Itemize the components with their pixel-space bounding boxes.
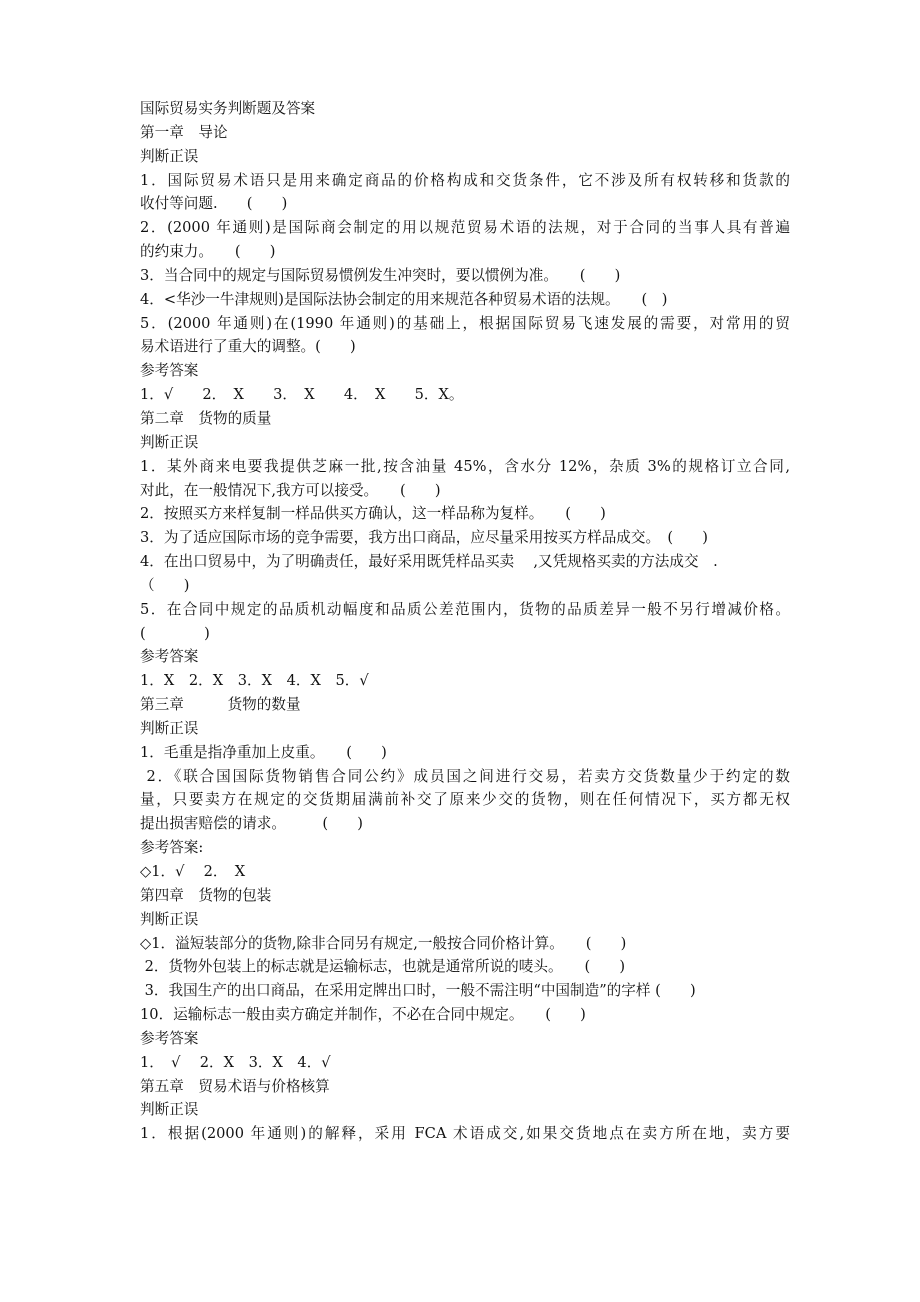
section-heading: 判断正误 <box>140 1101 199 1119</box>
answer-line: ◇1．√ 2． X <box>140 863 246 880</box>
question-line: 2．按照买方来样复制一样品供买方确认，这一样品称为复样。 ( ) <box>140 505 606 523</box>
answer-line: 1．√ 2． X 3． X 4． X 5．X。 <box>140 386 464 404</box>
document-page <box>140 97 790 1146</box>
question-line: 5．在合同中规定的品质机动幅度和品质公差范围内，货物的品质差异一般不另行增减价格。 <box>140 600 790 618</box>
section-heading: 判断正误 <box>140 147 199 165</box>
question-line: 2．《联合国国际货物销售合同公约》成员国之间进行交易，若卖方交货数量少于约定的数 <box>140 767 790 785</box>
question-line: 1．毛重是指净重加上皮重。 ( ) <box>140 743 387 761</box>
question-line: 1．某外商来电要我提供芝麻一批,按含油量 45%，含水分 12%，杂质 3%的规格订立合同, <box>140 457 790 475</box>
answer-line: 1． √ 2．X 3．X 4．√ <box>140 1053 331 1071</box>
question-line: ( ) <box>140 624 210 642</box>
chapter-heading: 第二章 货物的质量 <box>140 409 272 427</box>
question-line: 10．运输标志一般由卖方确定并制作，不必在合同中规定。 ( ) <box>140 1006 586 1024</box>
question-line: 3．当合同中的规定与国际贸易惯例发生冲突时，要以惯例为准。 ( ) <box>140 266 621 284</box>
section-heading: 判断正误 <box>140 433 199 451</box>
question-line: 1．根据(2000 年通则)的解释，采用 FCA 术语成交,如果交货地点在卖方所在地，卖方要 <box>140 1125 790 1143</box>
question-line: 提出损害赔偿的请求。 ( ) <box>140 815 363 833</box>
question-line: 4．<华沙一牛津规则)是国际法协会制定的用来规范各种贸易术语的法规。 ( ) <box>140 290 668 308</box>
question-line: 4．在出口贸易中，为了明确责任，最好采用既凭样品买卖 ,又凭规格买卖的方法成交 . <box>140 553 718 571</box>
section-heading: 参考答案: <box>140 839 204 857</box>
section-heading: 参考答案 <box>140 648 199 666</box>
question-line: 收付等问题. ( ) <box>140 195 288 213</box>
question-line: 3．为了适应国际市场的竞争需要，我方出口商品，应尽量采用按买方样品成交。 ( ) <box>140 529 708 547</box>
chapter-heading: 第三章 货物的数量 <box>140 696 301 714</box>
question-line: 2．(2000 年通则)是国际商会制定的用以规范贸易术语的法规，对于合同的当事人具有普遍 <box>140 219 790 237</box>
section-heading: 判断正误 <box>140 719 199 737</box>
chapter-heading: 第一章 导论 <box>140 123 228 141</box>
question-line: 2．货物外包装上的标志就是运输标志，也就是通常所说的唛头。 ( ) <box>140 958 626 976</box>
answer-line: 1．X 2．X 3．X 4．X 5．√ <box>140 672 369 690</box>
question-line: 3．我国生产的出口商品，在采用定牌出口时，一般不需注明“中国制造”的字样 ( ) <box>140 982 696 1000</box>
question-line: 5．(2000 年通则)在(1990 年通则)的基础上，根据国际贸易飞速发展的需要，对常用的贸 <box>140 314 790 332</box>
question-line: 1．国际贸易术语只是用来确定商品的价格构成和交货条件，它不涉及所有权转移和货款的 <box>140 171 790 189</box>
section-heading: 参考答案 <box>140 362 199 380</box>
chapter-heading: 第四章 货物的包装 <box>140 886 272 904</box>
question-line: 的约束力。 ( ) <box>140 243 276 261</box>
question-line: 对此，在一般情况下,我方可以接受。 ( ) <box>140 481 441 499</box>
question-line: 易术语进行了重大的调整。( ) <box>140 338 356 356</box>
section-heading: 判断正误 <box>140 910 199 928</box>
document-title: 国际贸易实务判断题及答案 <box>140 100 316 117</box>
question-line: （ ) <box>140 576 190 594</box>
question-line: 量，只要卖方在规定的交货期届满前补交了原来少交的货物，则在任何情况下，买方都无权 <box>140 791 790 809</box>
question-line: ◇1．溢短装部分的货物,除非合同另有规定,一般按合同价格计算。 ( ) <box>140 934 627 952</box>
chapter-heading: 第五章 贸易术语与价格核算 <box>140 1077 330 1095</box>
section-heading: 参考答案 <box>140 1029 199 1047</box>
